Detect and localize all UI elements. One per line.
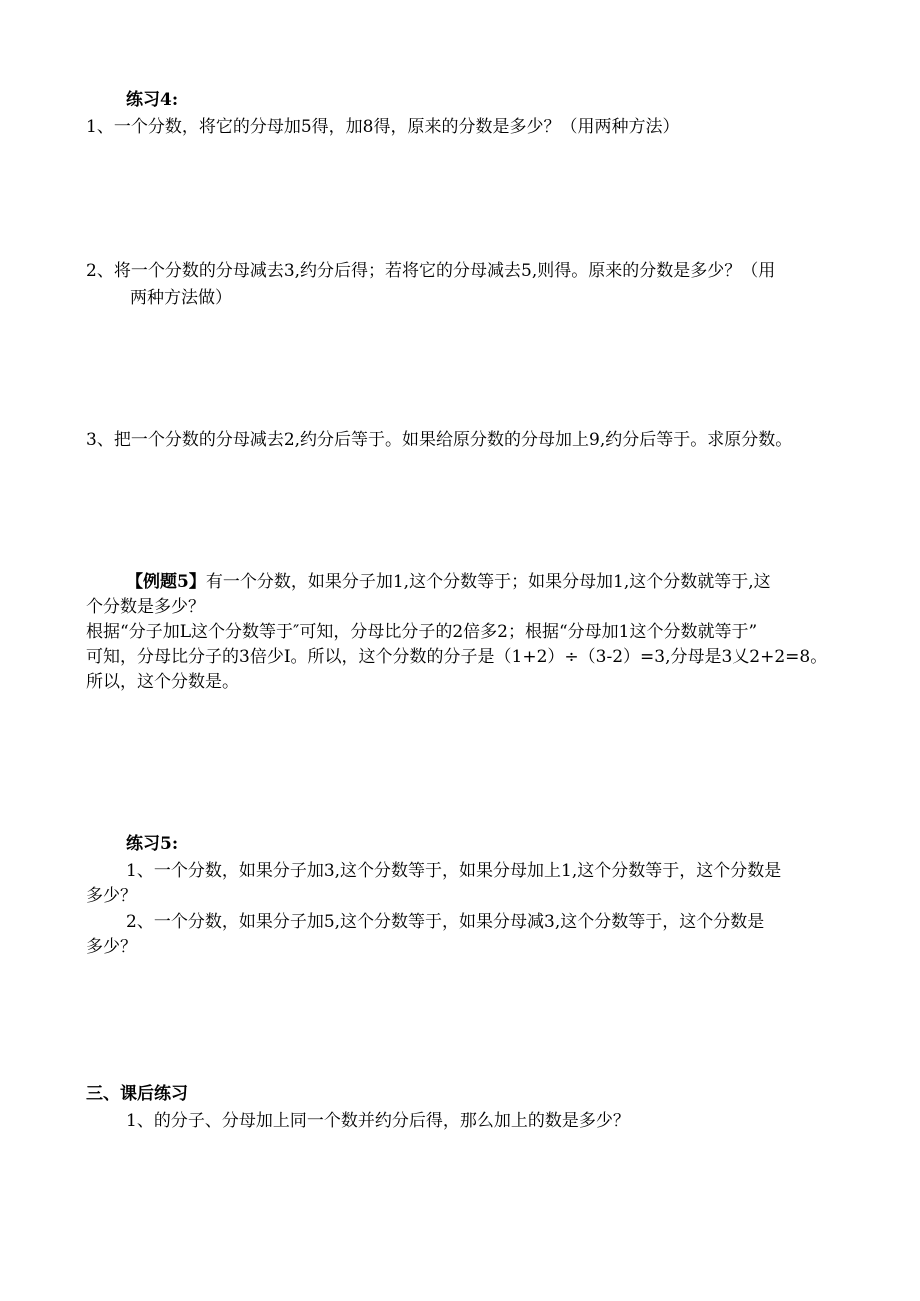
example5-problem-text: 有一个分数，如果分子加1,这个分数等于；如果分母加1,这个分数就等于,这	[205, 572, 771, 592]
practice5-question-1-line2: 多少？	[86, 886, 137, 906]
homework-heading: 三、课后练习	[86, 1084, 188, 1104]
practice4-question-3: 3、把一个分数的分母减去2,约分后等于。如果给原分数的分母加上9,约分后等于。求原分数。	[86, 430, 793, 450]
practice4-heading: 练习4:	[126, 90, 179, 110]
practice4-question-1: 1、一个分数，将它的分母加5得，加8得，原来的分数是多少？（用两种方法）	[86, 117, 680, 137]
example5-solution-line2: 可知，分母比分子的3倍少I。所以，这个分数的分子是（1+2）÷（3-2）=3,分母是3乂2+2=8。	[86, 647, 828, 667]
practice5-question-2-line2: 多少？	[86, 937, 137, 957]
practice5-question-2-line1: 2、一个分数，如果分子加5,这个分数等于，如果分母减3,这个分数等于，这个分数是	[126, 912, 765, 932]
example5-solution-line1: 根据“分子加L这个分数等于″可知，分母比分子的2倍多2；根据“分母加1这个分数就等于”	[86, 622, 758, 642]
homework-question-1: 1、的分子、分母加上同一个数并约分后得，那么加上的数是多少？	[126, 1111, 630, 1131]
practice5-question-1-line1: 1、一个分数，如果分子加3,这个分数等于，如果分母加上1,这个分数等于，这个分数是	[126, 861, 782, 881]
example5-line2: 个分数是多少？	[86, 597, 205, 617]
practice4-question-2-line2: 两种方法做）	[130, 288, 232, 308]
practice4-question-2-line1: 2、将一个分数的分母减去3,约分后得；若将它的分母减去5,则得。原来的分数是多少？（用	[86, 261, 776, 281]
example5-label: 【例题5】	[126, 572, 206, 592]
example5-line1	[126, 570, 771, 594]
example5-solution-line3: 所以，这个分数是。	[86, 672, 239, 692]
practice5-heading: 练习5:	[126, 834, 179, 854]
